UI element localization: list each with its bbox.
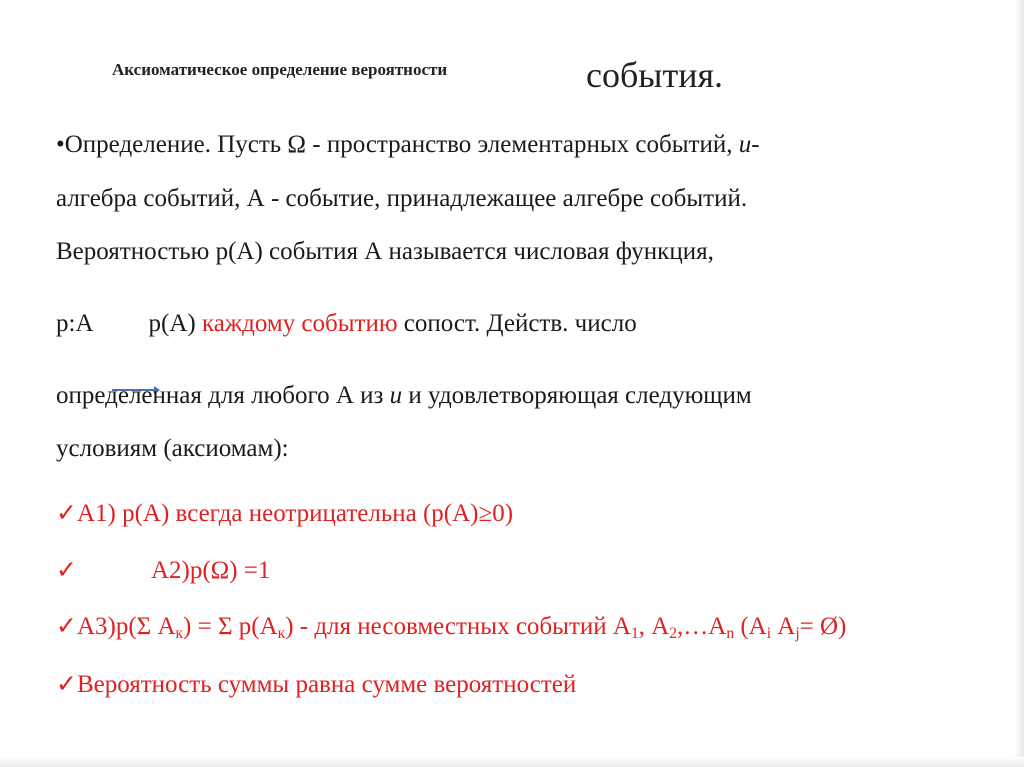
axiom-a4: ✓Вероятность суммы равна сумме вероятностей <box>56 671 577 698</box>
axiom-a3-sub: к <box>277 624 286 642</box>
axiom-a3-part: (А <box>734 613 767 640</box>
highlight-each-event: каждому событию <box>201 310 398 337</box>
definition-line-1-italic: u <box>738 131 752 158</box>
axiom-a3-part: = Ø) <box>799 613 847 640</box>
axiom-a3-sub: i <box>766 624 772 642</box>
axiom-a3-sub: j <box>795 624 800 642</box>
definition-line-2: алгебра событий, А - событие, принадлежащее алгебре событий. <box>56 185 748 212</box>
definition-line-5-italic: u <box>389 382 403 409</box>
definition-line-5-b: и удовлетворяющая следующим <box>402 382 752 409</box>
axiom-a3-sub: n <box>726 624 735 642</box>
axiom-a3-part: ) = Σ p(А <box>183 613 278 640</box>
axiom-a3-part: ,…А <box>677 613 727 640</box>
definition-line-1-text: •Определение. Пусть Ω - пространство элементарных событий, <box>56 131 739 158</box>
axiom-a3 <box>56 612 846 643</box>
definition-line-6: условиям (аксиомам): <box>56 435 289 462</box>
axiom-a3-part: , А <box>638 613 670 640</box>
checkmark-icon: ✓ <box>56 557 77 584</box>
mapping-tail: сопост. Действ. число <box>397 310 637 337</box>
axiom-a3-part: ✓А3)p(Σ А <box>56 613 176 640</box>
title-small: Аксиоматическое определение вероятности <box>112 60 448 79</box>
axiom-a3-part: ) - для несовместных событий А <box>285 613 631 640</box>
definition-line-3: Вероятностью p(A) события А называется числовая функция, <box>56 238 714 265</box>
definition-line-1 <box>56 130 760 160</box>
slide-edge-right <box>1014 0 1024 767</box>
axiom-a3-part: А <box>771 613 796 640</box>
axiom-a2-text: А2)p(Ω) =1 <box>150 557 271 584</box>
axiom-a1: ✓А1) p(A) всегда неотрицательна (p(A)≥0) <box>56 500 514 527</box>
slide-edge-bottom <box>0 757 1024 767</box>
definition-line-5 <box>56 381 752 411</box>
mapping-value: p(A) <box>148 310 202 337</box>
mapping-label: p:A <box>56 310 94 337</box>
definition-line-5-a: определенная для любого А из <box>56 382 390 409</box>
axiom-a2 <box>56 556 270 586</box>
definition-line-4 <box>56 309 637 339</box>
axiom-a3-sub: 2 <box>669 624 678 642</box>
definition-line-1-tail: - <box>751 131 760 158</box>
axiom-a3-sub: к <box>175 624 184 642</box>
axiom-a3-sub: 1 <box>630 624 639 642</box>
title-large: события. <box>586 55 724 95</box>
